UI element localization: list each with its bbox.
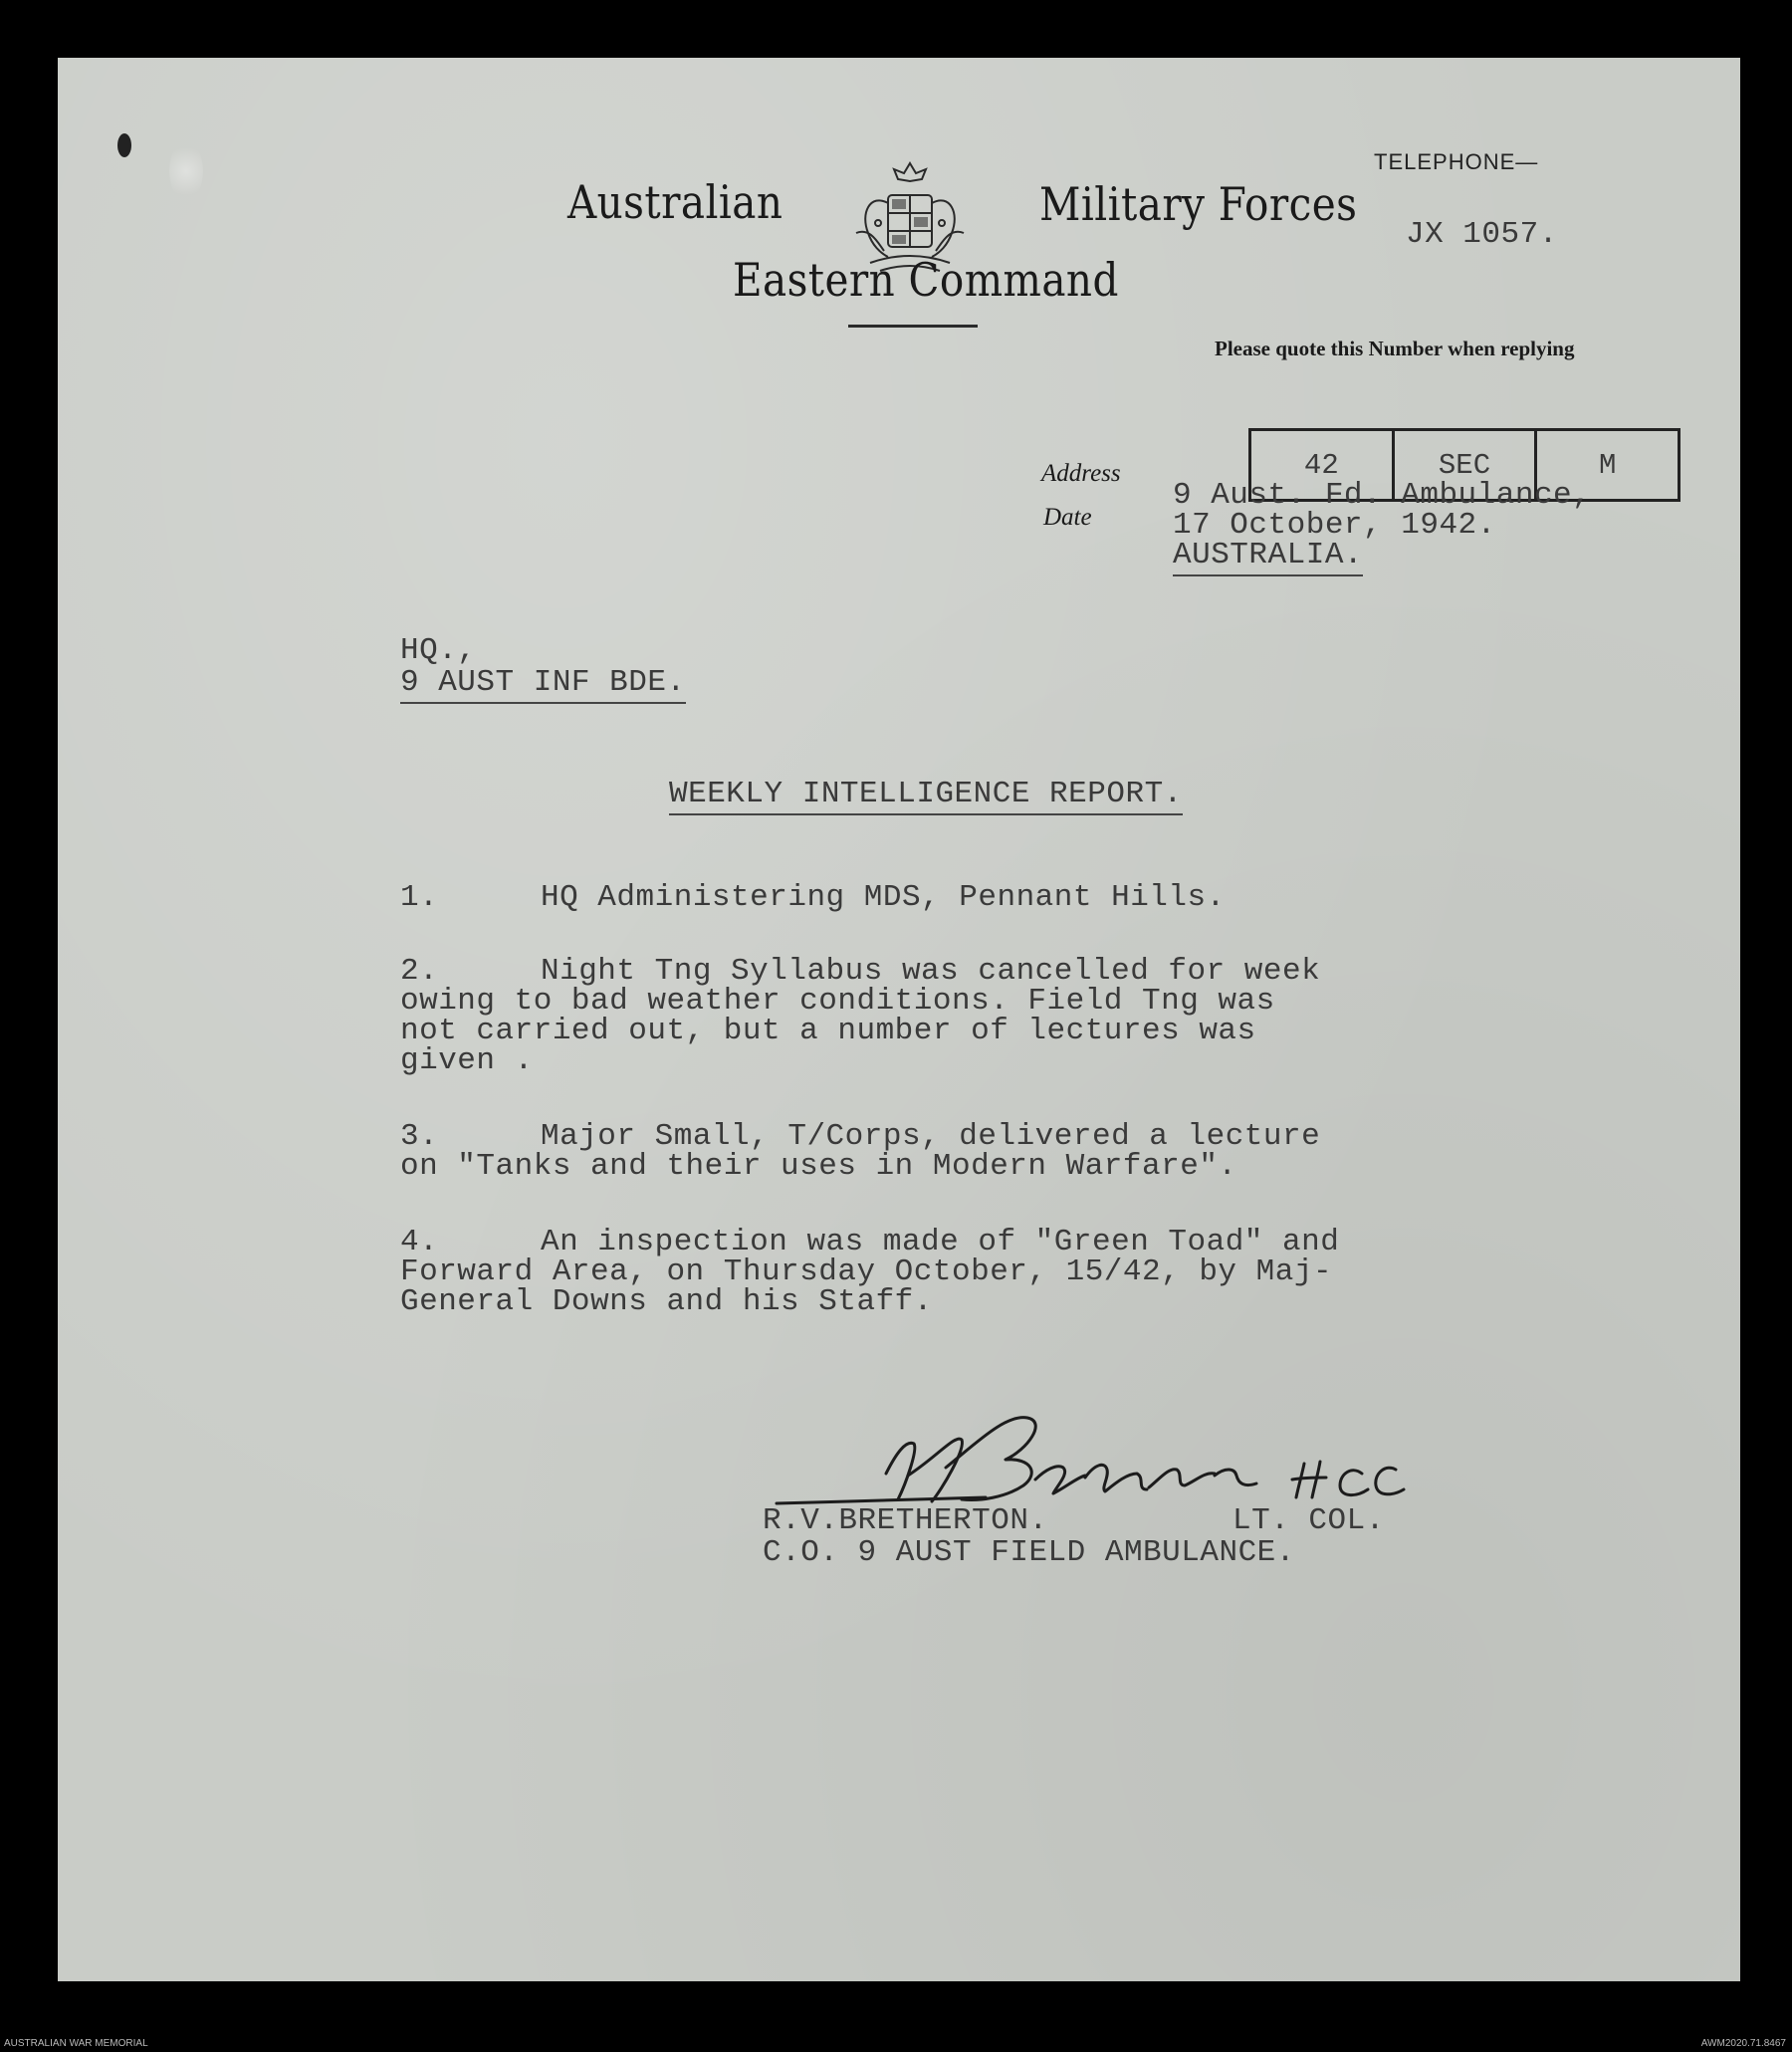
recipient-line-1: HQ., — [400, 633, 477, 668]
staple-mark — [169, 141, 203, 201]
item-4-number: 4. — [400, 1225, 439, 1259]
letter-sheet — [58, 58, 1740, 1981]
item-1-line-1: HQ Administering MDS, Pennant Hills. — [541, 880, 1226, 915]
item-4-line-2: Forward Area, on Thursday October, 15/42, by Maj- — [400, 1254, 1333, 1289]
item-4-line-1: An inspection was made of "Green Toad" and — [541, 1225, 1340, 1259]
sender-address: 9 Aust. Fd. Ambulance, — [1173, 478, 1592, 513]
address-label: Address — [1041, 460, 1121, 487]
ref-code-cell: M — [1534, 431, 1678, 499]
quote-label: Please quote this Number when replying — [1215, 337, 1575, 360]
sender-country: AUSTRALIA. — [1173, 538, 1363, 576]
date-label: Date — [1043, 504, 1092, 531]
item-2-line-2: owing to bad weather conditions. Field Tng was — [400, 984, 1275, 1019]
sender-date: 17 October, 1942. — [1173, 508, 1496, 543]
signatory-name: R.V.BRETHERTON. — [763, 1503, 1048, 1538]
item-4-line-3: General Downs and his Staff. — [400, 1284, 933, 1319]
punch-hole-mark — [117, 133, 131, 157]
letterhead-divider — [848, 325, 978, 328]
signatory-title: C.O. 9 AUST FIELD AMBULANCE. — [763, 1535, 1295, 1570]
footer-right: AWM2020.71.8467 — [1700, 2038, 1786, 2049]
letterhead-left-title: Australian — [567, 175, 784, 229]
item-1-number: 1. — [400, 880, 439, 915]
item-2-number: 2. — [400, 954, 439, 989]
handwritten-signature — [767, 1404, 1483, 1513]
letterhead-right-title: Military Forces — [1039, 177, 1358, 231]
item-3-line-2: on "Tanks and their uses in Modern Warfare". — [400, 1149, 1237, 1184]
item-2-line-3: not carried out, but a number of lectures was — [400, 1014, 1256, 1048]
footer-left: AUSTRALIAN WAR MEMORIAL — [4, 2038, 148, 2049]
signatory-rank: LT. COL. — [1232, 1503, 1385, 1538]
item-3-line-1: Major Small, T/Corps, delivered a lecture — [541, 1119, 1321, 1154]
report-title: WEEKLY INTELLIGENCE REPORT. — [669, 777, 1183, 815]
letterhead-subtitle: Eastern Command — [733, 253, 1119, 307]
telephone-label: TELEPHONE— — [1374, 149, 1539, 174]
item-2-line-4: given . — [400, 1043, 534, 1078]
telephone-number: JX 1057. — [1406, 217, 1558, 252]
ref-section-cell: SEC — [1392, 431, 1535, 499]
ref-number-cell: 42 — [1303, 448, 1339, 482]
item-3-number: 3. — [400, 1119, 439, 1154]
recipient-line-2: 9 AUST INF BDE. — [400, 665, 686, 704]
item-2-line-1: Night Tng Syllabus was cancelled for week — [541, 954, 1321, 989]
